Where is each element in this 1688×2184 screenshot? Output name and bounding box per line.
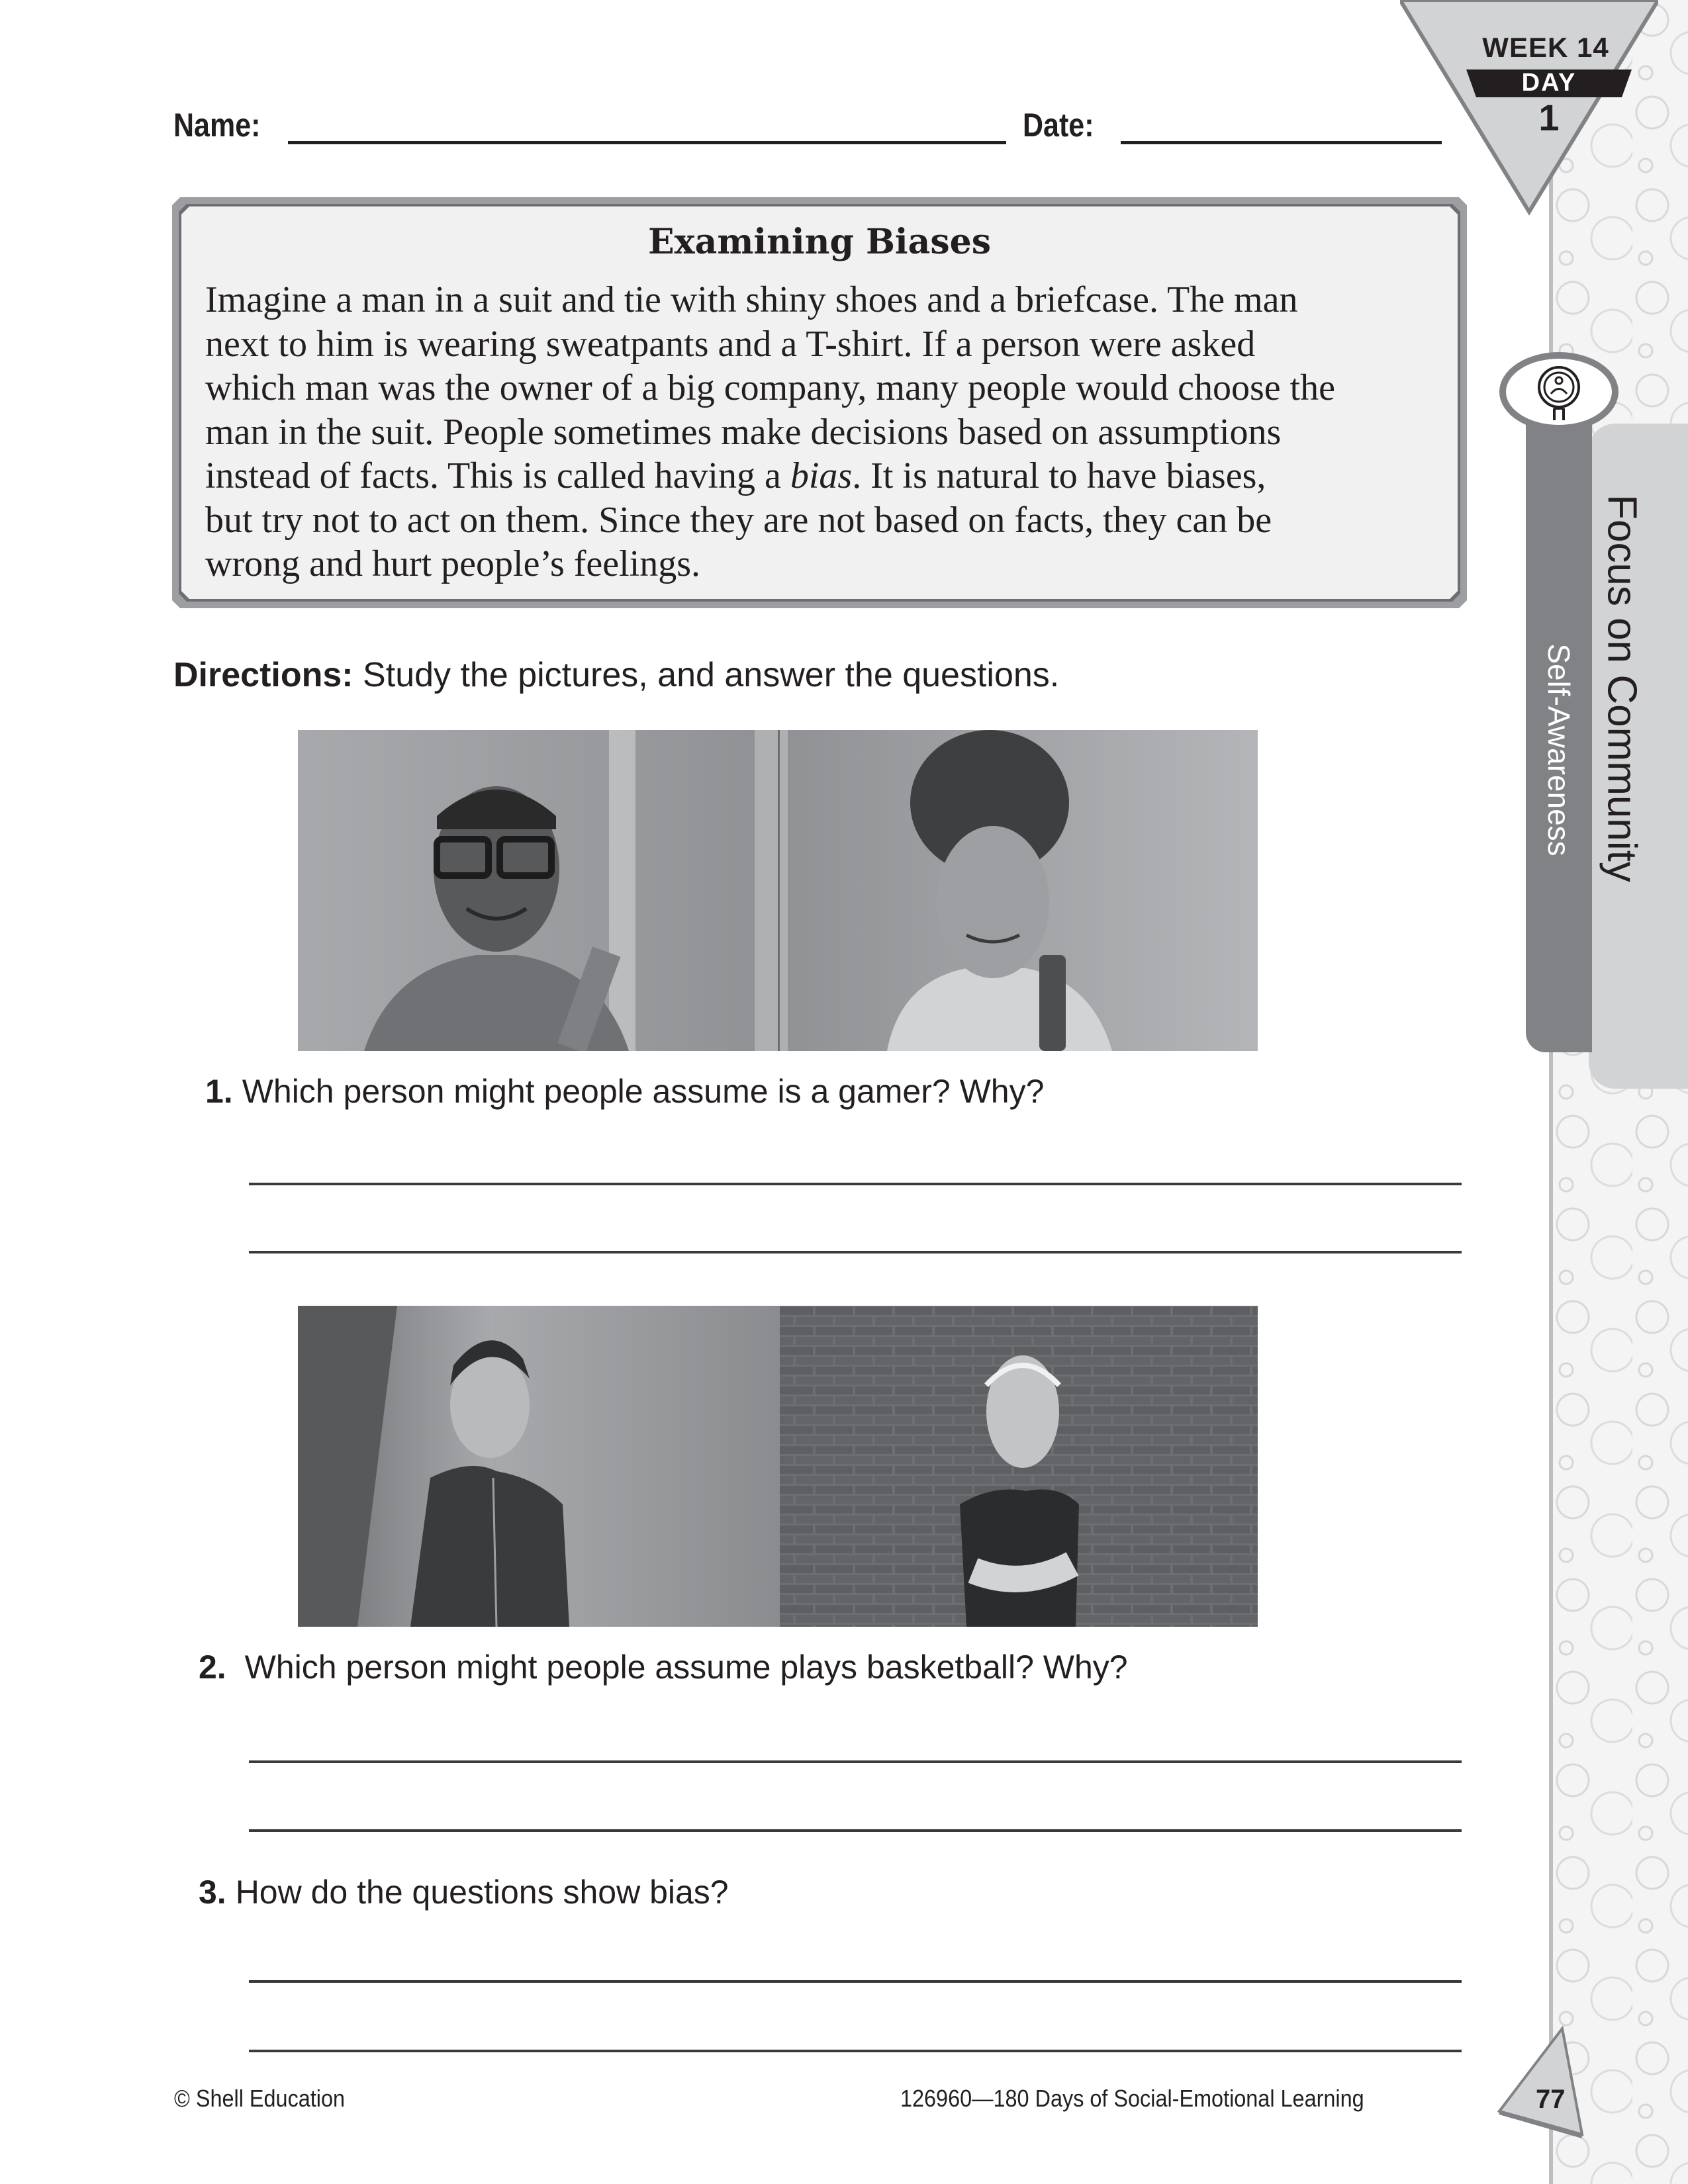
question-1 — [205, 1072, 1044, 1111]
info-box-body — [205, 278, 1450, 586]
question-text: Which person might people assume is a gamer? Why? — [242, 1073, 1045, 1110]
week-label: WEEK 14 — [1482, 32, 1609, 63]
name-label: Name: — [173, 107, 261, 144]
answer-line-1a[interactable] — [249, 1183, 1462, 1185]
info-line: but try not to act on them. Since they are not based on facts, they can be — [205, 499, 1272, 541]
info-line — [205, 454, 1450, 498]
answer-line-3b[interactable] — [249, 2050, 1462, 2052]
directions-text: Study the pictures, and answer the questions. — [353, 656, 1060, 694]
photo-pair-basketball — [298, 1306, 1258, 1627]
decorative-pattern-strip — [1549, 0, 1688, 2184]
side-tab-subtitle: Self-Awareness — [1542, 643, 1576, 856]
date-label: Date: — [1023, 107, 1094, 144]
day-label: DAY — [1521, 69, 1577, 97]
info-line: next to him is wearing sweatpants and a T-shirt. If a person were asked — [205, 323, 1256, 365]
question-text: Which person might people assume plays basketball? Why? — [235, 1649, 1128, 1686]
info-line: man in the suit. People sometimes make decisions based on assumptions — [205, 411, 1282, 453]
info-line: Imagine a man in a suit and tie with shiny shoes and a briefcase. The man — [205, 279, 1298, 320]
question-2 — [199, 1648, 1128, 1686]
date-field[interactable] — [1121, 141, 1442, 144]
page-number: 77 — [1536, 2085, 1566, 2114]
name-field[interactable] — [288, 141, 1006, 144]
info-text: . It is natural to have biases, — [852, 455, 1266, 496]
info-box-title: Examining Biases — [648, 222, 991, 262]
answer-line-2a[interactable] — [249, 1760, 1462, 1763]
directions — [173, 655, 1059, 695]
question-number: 2. — [199, 1649, 226, 1686]
answer-line-2b[interactable] — [249, 1829, 1462, 1832]
side-tab-title: Focus on Community — [1599, 494, 1645, 882]
info-line: wrong and hurt people’s feelings. — [205, 543, 701, 584]
question-number: 3. — [199, 1874, 226, 1911]
info-text: instead of facts. This is called having a — [205, 455, 790, 496]
question-3 — [199, 1873, 729, 1911]
info-line: which man was the owner of a big company, many people would choose the — [205, 367, 1336, 408]
photo-pair-gamer — [298, 730, 1258, 1051]
answer-line-1b[interactable] — [249, 1251, 1462, 1253]
day-number: 1 — [1538, 97, 1560, 138]
question-text: How do the questions show bias? — [235, 1874, 729, 1911]
directions-label: Directions: — [173, 656, 353, 694]
footer-book-title: 126960—180 Days of Social-Emotional Learning — [900, 2085, 1364, 2112]
answer-line-3a[interactable] — [249, 1980, 1462, 1983]
magnifier-person-icon — [1523, 361, 1595, 433]
footer-copyright: © Shell Education — [174, 2085, 346, 2112]
bias-term: bias — [790, 455, 853, 496]
question-number: 1. — [205, 1073, 233, 1110]
